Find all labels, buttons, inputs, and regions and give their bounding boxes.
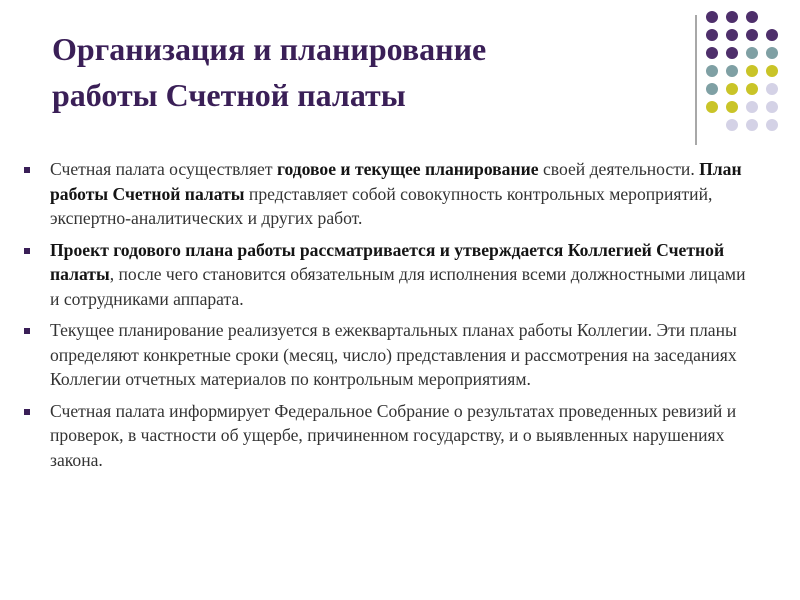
decor-dot: [766, 119, 778, 131]
decorative-dot-grid: [705, 10, 795, 140]
bullet-text: , после чего становится обязательным для исполнения всеми должностными лицами и сотрудниками аппарата.: [50, 264, 746, 309]
bullet-marker: [24, 328, 30, 334]
decor-dot: [766, 29, 778, 41]
decor-dot: [766, 101, 778, 113]
decorative-divider: [695, 15, 697, 145]
bullet-text: Счетная палата осуществляет: [50, 159, 277, 179]
bullet-text: Текущее планирование реализуется в ежеквартальных планах работы Коллегии. Эти планы определяют конкретные сроки (месяц, число) представления и рассмотрения на заседаниях Коллегии отчетных материалов по контрольным мероприятиям.: [50, 320, 737, 389]
bullet-marker: [24, 409, 30, 415]
decor-dot: [726, 119, 738, 131]
bullet-emphasis: Проект годового плана работы рассматривается и утверждается Коллегией Счетной палаты: [50, 239, 725, 284]
bullet-item: [22, 318, 752, 392]
decor-dot: [706, 29, 718, 41]
decor-dot: [746, 47, 758, 59]
decor-dot: [706, 83, 718, 95]
bullet-text: представляет собой совокупность контрольных мероприятий, экспертно-аналитических и других работ.: [50, 183, 713, 228]
decor-dot: [746, 119, 758, 131]
decor-dot: [726, 47, 738, 59]
decor-dot: [766, 83, 778, 95]
decor-dot: [726, 29, 738, 41]
decor-dot: [726, 11, 738, 23]
title-line-1: Организация и планирование: [52, 31, 487, 67]
title-line-2: работы Счетной палаты: [52, 77, 406, 113]
decor-dot: [766, 65, 778, 77]
decor-dot: [746, 29, 758, 41]
decor-dot: [706, 65, 718, 77]
bullet-emphasis: годовое и текущее планирование: [276, 159, 539, 179]
decor-dot: [726, 65, 738, 77]
decor-dot: [726, 101, 738, 113]
decor-dot: [746, 101, 758, 113]
bullet-marker: [24, 248, 30, 254]
decor-dot: [766, 47, 778, 59]
decor-dot: [746, 65, 758, 77]
bullet-item: [22, 238, 752, 312]
decor-dot: [706, 47, 718, 59]
bullet-marker: [24, 167, 30, 173]
bullet-item: [22, 157, 752, 231]
decor-dot: [726, 83, 738, 95]
bullet-list: [22, 157, 752, 479]
bullet-text: своей деятельности.: [538, 159, 700, 179]
bullet-item: [22, 399, 752, 473]
decor-dot: [706, 101, 718, 113]
slide-title: [52, 26, 652, 118]
bullet-text: Счетная палата информирует Федеральное Собрание о результатах проведенных ревизий и проверок, в частности об ущербе, причиненном государству, и о выявленных нарушениях закона.: [50, 400, 737, 470]
decor-dot: [746, 11, 758, 23]
bullet-emphasis: План работы Счетной палаты: [50, 159, 742, 204]
decor-dot: [706, 11, 718, 23]
decor-dot: [746, 83, 758, 95]
